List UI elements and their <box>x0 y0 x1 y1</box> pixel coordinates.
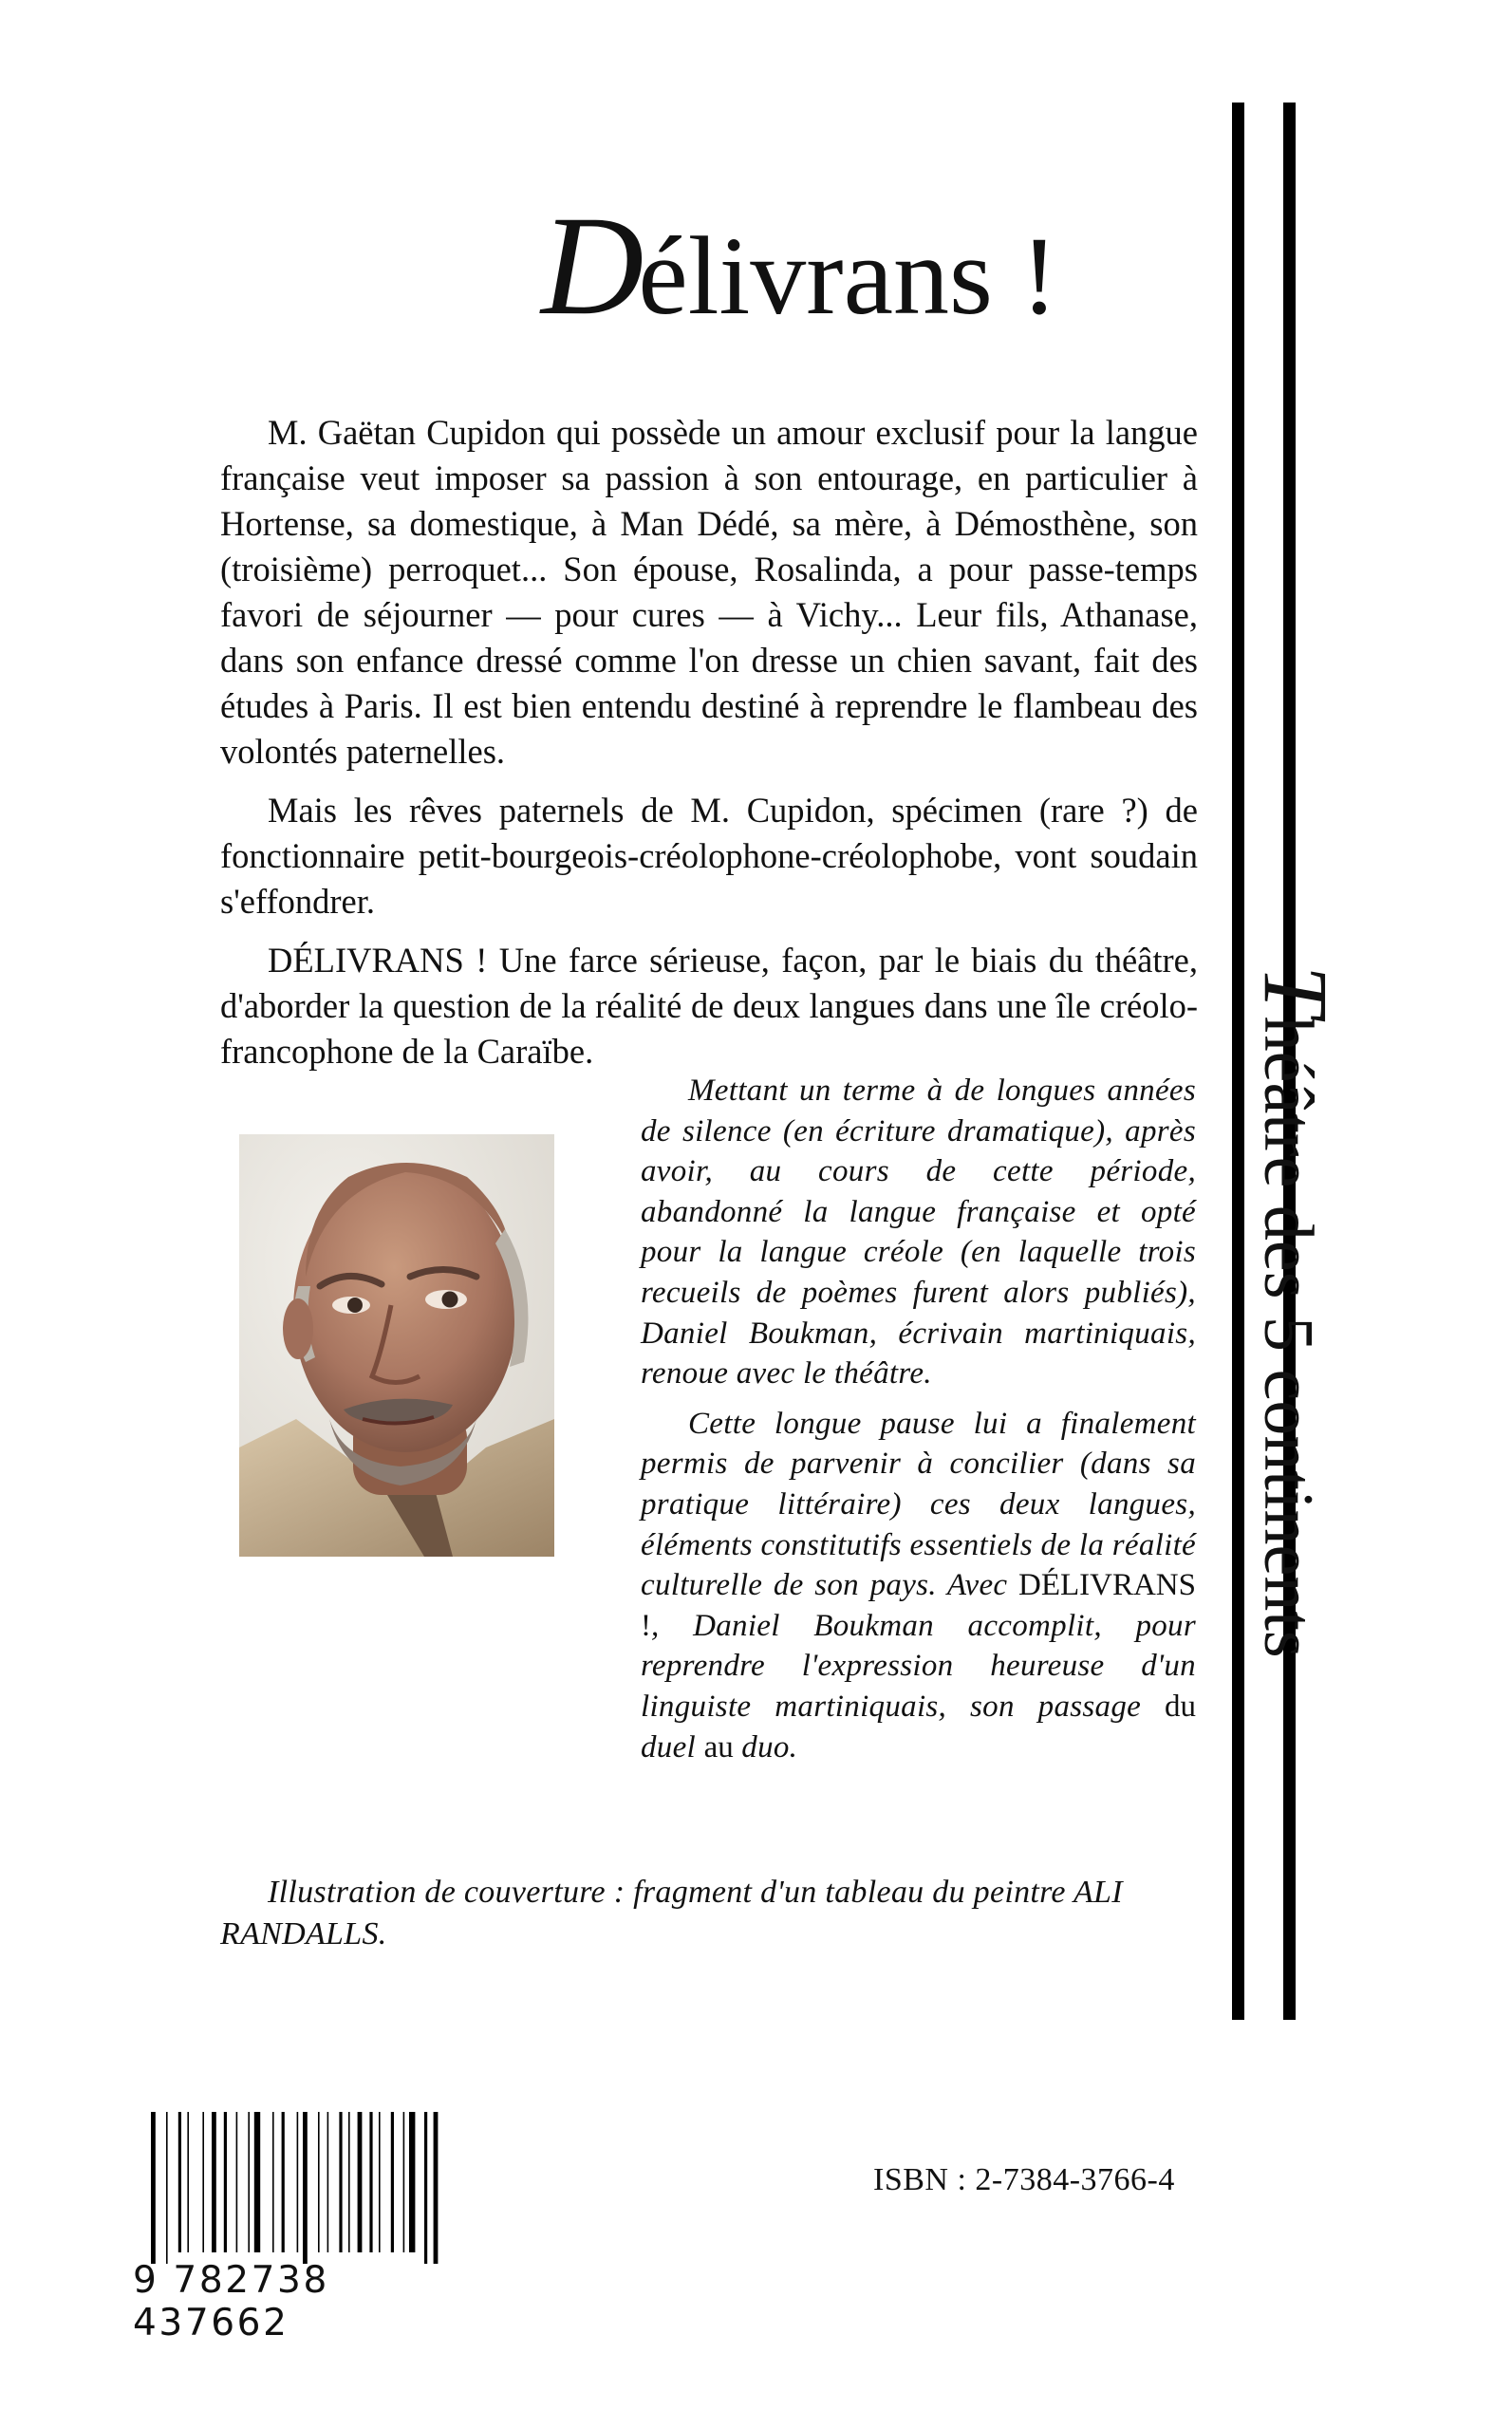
barcode-bar <box>358 2112 363 2252</box>
barcode-bar <box>236 2112 238 2252</box>
bio-text: , Daniel Boukman accomplit, pour reprendre l'expression heureuse d'un linguiste martiniquais, son passage <box>641 1608 1196 1724</box>
barcode-bar <box>434 2112 439 2264</box>
series-title-initial: T <box>1245 965 1347 1017</box>
barcode-bar <box>348 2112 350 2252</box>
bio-text: Cette longue pause lui a finalement permis de parvenir à concilier (dans sa pratique littéraire) ces deux langues, éléments constitutifs essentiels de la réalité culturelle de son pays. Avec <box>641 1406 1196 1603</box>
bio-paragraph-1: Mettant un terme à de longues années de silence (en écriture dramatique), après avoir, au cours de cette période, abandonné la langue française et opté pour la langue créole (en laquelle trois recueils de poèmes furent alors publiés), Daniel Boukman, écrivain martiniquais, renoue avec le théâtre. <box>641 1074 1196 1391</box>
barcode-bar <box>409 2112 415 2252</box>
barcode-bar <box>403 2112 405 2252</box>
cover-illustration-credit: Illustration de couverture : fragment d'un tableau du peintre ALI RANDALLS. <box>220 1875 1123 1951</box>
barcode-bar <box>339 2112 342 2252</box>
book-title <box>541 187 1205 345</box>
author-biography <box>641 1071 1196 1777</box>
barcode-bar <box>151 2112 156 2264</box>
barcode-bar <box>212 2112 216 2252</box>
barcode-bar <box>303 2112 308 2264</box>
barcode-bar <box>178 2112 181 2252</box>
synopsis-paragraph-2: Mais les rêves paternels de M. Cupidon, spécimen (rare ?) de fonctionnaire petit-bourgeois-créolophone-créolophobe, vont soudain s'effondrer. <box>220 791 1198 921</box>
barcode-bar <box>424 2112 427 2264</box>
bio-book-title: DÉLIVRANS ! <box>641 1568 1196 1643</box>
barcode-bar <box>187 2112 189 2252</box>
author-portrait <box>239 1134 554 1557</box>
synopsis-paragraph-3: DÉLIVRANS ! Une farce sérieuse, façon, par le biais du théâtre, d'aborder la question de la réalité de deux langues dans une île créolo-francophone de la Caraïbe. <box>220 941 1198 1071</box>
isbn-number: ISBN : 2-7384-3766-4 <box>873 2162 1175 2197</box>
barcode <box>147 2112 465 2264</box>
series-title <box>1245 942 1347 1682</box>
bio-word-au: au <box>703 1729 734 1765</box>
barcode-bar <box>327 2112 329 2252</box>
barcode-bar <box>224 2112 227 2252</box>
barcode-digits: 9 782738 437662 <box>133 2259 329 2344</box>
barcode-bar <box>272 2112 274 2252</box>
bio-text: duo. <box>733 1729 798 1765</box>
bio-word-du: du <box>1165 1689 1196 1724</box>
synopsis-paragraph-1: M. Gaëtan Cupidon qui possède un amour exclusif pour la langue française veut imposer sa passion à son entourage, en particulier à Hortense, sa domestique, à Man Dédé, sa mère, à Démosthène, son (troisième) perroquet... Son épouse, Rosalinda, a pour passe-temps favori de séjourner — pour cures — à Vichy... Leur fils, Athanase, dans son enfance dressé comme l'on dresse un chien savant, fait des études à Paris. Il est bien entendu destiné à reprendre le flambeau des volontés paternelles. <box>220 413 1198 771</box>
barcode-bar <box>318 2112 320 2252</box>
barcode-bar <box>369 2112 372 2252</box>
synopsis <box>220 410 1198 1088</box>
barcode-bar <box>379 2112 381 2252</box>
bio-paragraph-2 <box>641 1404 1196 1767</box>
bio-text: duel <box>641 1729 704 1765</box>
barcode-bar <box>166 2112 168 2264</box>
barcode-bar <box>202 2112 204 2252</box>
barcode-bar <box>254 2112 260 2252</box>
barcode-bar <box>248 2112 250 2252</box>
series-title-rest: héâtre des 5 continents <box>1249 1016 1327 1658</box>
spine-rule-left <box>1232 103 1244 2020</box>
barcode-bar <box>391 2112 394 2252</box>
barcode-bar <box>282 2112 285 2252</box>
title-rest: élivrans ! <box>638 214 1058 338</box>
barcode-bar <box>297 2112 299 2252</box>
title-initial: D <box>541 187 644 345</box>
